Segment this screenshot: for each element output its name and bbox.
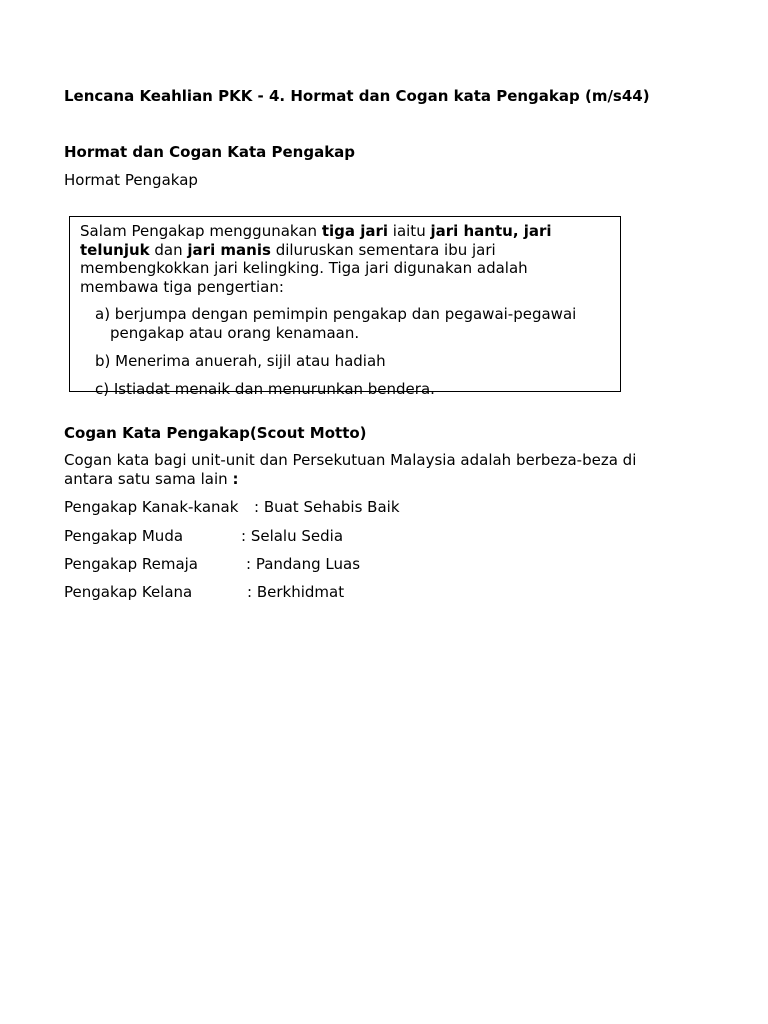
- salute-description-box: [69, 216, 621, 398]
- section-heading-cogan-kata: Cogan Kata Pengakap(Scout Motto): [64, 424, 367, 442]
- section-heading-hormat: Hormat dan Cogan Kata Pengakap: [64, 143, 356, 161]
- salute-intro-paragraph: [80, 222, 610, 296]
- list-item: b) Menerima anuerah, sijil atau hadiah: [95, 352, 386, 370]
- motto-value: : Berkhidmat: [247, 583, 345, 601]
- list-item: a) berjumpa dengan pemimpin pengakap dan pegawai-pegawai pengakap atau orang kenamaan.: [95, 305, 577, 342]
- document-title: Lencana Keahlian PKK - 4. Hormat dan Cogan kata Pengakap (m/s44): [64, 87, 650, 105]
- salute-intro-text-3: dan: [149, 240, 188, 259]
- salute-intro-text-4: diluruskan sementara ibu jari membengkokkan jari kelingking. Tiga jari digunakan adalah membawa tiga pengertian:: [80, 240, 528, 296]
- salute-meaning-list: [80, 305, 620, 399]
- motto-intro-text: Cogan kata bagi unit-unit dan Persekutuan Malaysia adalah berbeza-beza di antara satu sama lain: [64, 451, 637, 488]
- motto-intro-colon: :: [232, 470, 239, 488]
- salute-intro-bold-2: jari hantu, jari telunjuk: [80, 222, 552, 259]
- motto-unit-name: Pengakap Remaja: [64, 555, 199, 573]
- motto-intro-paragraph: [64, 451, 684, 489]
- motto-value: : Pandang Luas: [246, 555, 361, 573]
- motto-row-muda: [64, 527, 344, 545]
- list-item: c) Istiadat menaik dan menurunkan bendera.: [95, 380, 435, 398]
- salute-intro-text-2: iaitu: [388, 222, 431, 240]
- motto-row-kanak-kanak: [64, 498, 400, 516]
- subheading-hormat-pengakap: Hormat Pengakap: [64, 171, 198, 189]
- motto-unit-name: Pengakap Kelana: [64, 583, 193, 601]
- motto-value: : Buat Sehabis Baik: [254, 498, 400, 516]
- motto-row-kelana: [64, 583, 345, 601]
- salute-intro-bold-1: tiga jari: [321, 222, 389, 240]
- salute-intro-bold-3: jari manis: [187, 240, 271, 259]
- motto-unit-name: Pengakap Muda: [64, 527, 184, 545]
- motto-value: : Selalu Sedia: [241, 527, 344, 545]
- salute-intro-text-1: Salam Pengakap menggunakan: [80, 222, 322, 240]
- motto-row-remaja: [64, 555, 361, 573]
- motto-unit-name: Pengakap Kanak-kanak: [64, 498, 239, 516]
